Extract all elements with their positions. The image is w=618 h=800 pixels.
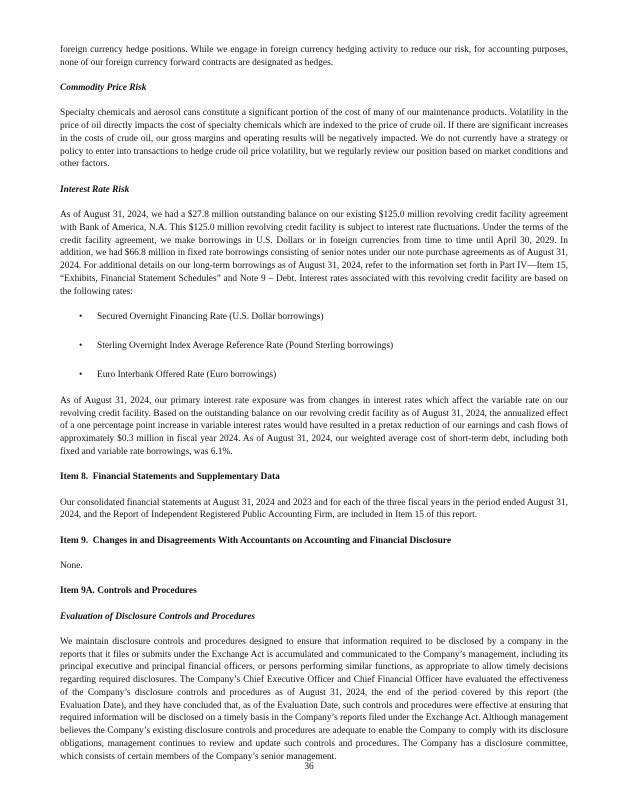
page-number: 36 (304, 762, 314, 772)
item-9a-paragraph: We maintain disclosure controls and procedures designed to ensure that information required to be disclosed by a company in the reports that it files or submits under the Exchange Act is accumulated and communicated to the Company’s management, including its principal executive and principal financial officers, or persons performing similar functions, as appropriate to allow timely decisions regarding required disclosures. The Company’s Chief Executive Officer and Chief Financial Officer have evaluated the effectiveness of the Company’s disclosure controls and procedures as of August 31, 2024, the end of the period covered by this report (the Evaluation Date), and they have concluded that, as of the Evaluation Date, such controls and procedures were effective at ensuring that required information will be disclosed on a timely basis in the Company’s reports filed under the Exchange Act. Although management believes the Company’s existing disclosure controls and procedures are adequate to enable the Company to comply with its disclosure obligations, management continues to review and update such controls and procedures. The Company has a disclosure committee, which consists of certain members of the Company’s senior management. (60, 636, 568, 762)
item-8-paragraph: Our consolidated financial statements at August 31, 2024 and 2023 and for each of the three fiscal years in the period ended August 31, 2024, and the Report of Independent Registered Public Accounting Firm, are included in Item 15 of this report. (60, 497, 568, 521)
list-item (60, 369, 568, 382)
list-item (60, 340, 568, 353)
item-9a-heading: Item 9A. Controls and Procedures (60, 586, 197, 597)
intro-paragraph: foreign currency hedge positions. While we engage in foreign currency hedging activity to reduce our risk, for accounting purposes, none of our foreign currency forward contracts are designated as hedges. (60, 45, 568, 68)
interest-rate-risk-heading: Interest Rate Risk (60, 184, 130, 195)
item-9-paragraph: None. (60, 560, 83, 571)
interest-rate-list (60, 311, 568, 382)
document-page (60, 44, 568, 776)
item-9a-subheading: Evaluation of Disclosure Controls and Procedures (60, 611, 256, 622)
interest-rate-risk-paragraph-2: As of August 31, 2024, our primary interest rate exposure was from changes in interest rates which affect the variable rate on our revolving credit facility. Based on the outstanding balance on our revolving credit facility as of August 31, 2024, the annualized effect of a one percentage point increase in variable interest rates would have resulted in a pretax reduction of our earnings and cash flows of approximately $0.3 million in fiscal year 2024. As of August 31, 2024, our weighted average cost of short-term debt, including both fixed and variable rate borrowings, was 6.1%. (60, 395, 568, 457)
list-item-text: Secured Overnight Financing Rate (U.S. Dollar borrowings) (97, 311, 324, 322)
interest-rate-risk-paragraph-1: As of August 31, 2024, we had a $27.8 million outstanding balance on our existing $125.0 million revolving credit facility agreement with Bank of America, N.A. This $125.0 million revolving credit facility is subject to interest rate fluctuations. Under the terms of the credit facility agreement, we make borrowings in U.S. Dollars or in foreign currencies from time to time until April 30, 2029. In addition, we had $66.8 million in fixed rate borrowings consisting of senior notes under our note purchase agreements as of August 31, 2024. For additional details on our long-term borrowings as of August 31, 2024, refer to the information set forth in Part IV—Item 15, “Exhibits, Financial Statement Schedules” and Note 9 – Debt. Interest rates associated with this revolving credit facility are based on the following rates: (60, 210, 568, 297)
commodity-price-risk-heading: Commodity Price Risk (60, 83, 147, 94)
list-item-text: Euro Interbank Offered Rate (Euro borrowings) (97, 370, 277, 381)
bullet-icon: • (79, 370, 83, 381)
list-item-text: Sterling Overnight Index Average Reference Rate (Pound Sterling borrowings) (97, 341, 394, 352)
item-8-heading: Item 8. Financial Statements and Supplementary Data (60, 472, 280, 483)
item-9-heading: Item 9. Changes in and Disagreements With Accountants on Accounting and Financial Disclosure (60, 535, 452, 546)
commodity-price-risk-paragraph: Specialty chemicals and aerosol cans constitute a significant portion of the cost of many of our maintenance products. Volatility in the price of oil directly impacts the cost of specialty chemicals which are indexed to the price of crude oil. If there are significant increases in the costs of crude oil, our gross margins and operating results will be negatively impacted. We do not currently have a strategy or policy to enter into transactions to hedge crude oil price volatility, but we regularly review our position based on market conditions and other factors. (60, 108, 568, 170)
bullet-icon: • (79, 341, 83, 352)
bullet-icon: • (79, 311, 83, 322)
list-item (60, 311, 568, 324)
